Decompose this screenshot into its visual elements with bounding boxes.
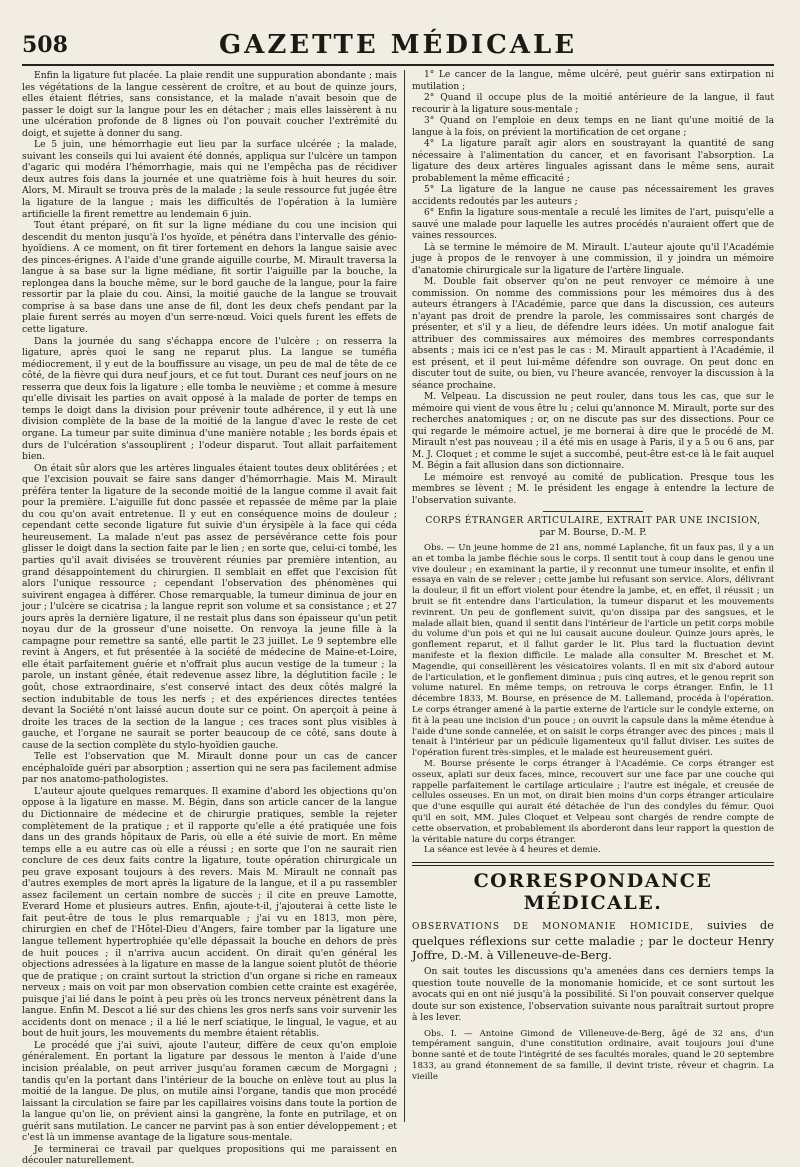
section-subtitle-caps: OBSERVATIONS DE MONOMANIE HOMICIDE, bbox=[412, 922, 695, 933]
intro-paragraph: On sait toutes les discussions qu'a amenées dans ces derniers temps la question toute nouvelle de la monomanie homicide, et ce sont surtout les avocats qui en ont nié jusqu'à la possibilité. Si l'on pouvait conserver quelque doute sur son existence, l'observation suivante nous paraîtrait surtout propre à les lever. bbox=[412, 967, 774, 1024]
paragraph: L'auteur ajoute quelques remarques. Il examine d'abord les objections qu'on oppose à la ligature en masse. M. Bégin, dans son article cancer de la langue du Dictionnaire de médecine et de chirurgie pratiques, semble la rejeter complètement de la pratique ; et il rapporte qu'elle a été pratiquée une fois dans un des grands hôpitaux de Paris, où elle a été suivie de mort. En même temps elle a eu autre cas où elle a réussi ; en sorte que l'on ne saurait rien conclure de ces deux faits contre la ligature, toute opération chirurgicale un peu grave exposant toujours à des revers. Mais M. Mirault ne connaît pas d'autres exemples de mort après la ligature de la langue, et il a pu rassembler assez facilement un certain nombre de succès ; il cite en preuve Lamotte, Everard Home et plusieurs autres. Enfin, ajoute-t-il, j'ajouterai à cette liste le fait peut-être de tous le plus remarquable ; j'ai vu en 1813, mon père, chirurgien en chef de l'Hôtel-Dieu d'Angers, faire tomber par la ligature une langue tellement hypertrophiée qu'elle dépassait la bouche en dehors de près de huit pouces ; il n'arriva aucun accident. On dirait qu'en général les objections adressées à la ligature en masse de la langue soient plutôt de théorie que de pratique ; on craint surtout la striction d'un organe si riche en rameaux nerveux ; mais on voit par mon observation combien cette crainte est exagérée, puisque j'ai lié dans le point à peu près où les troncs nerveux pénètrent dans la langue. Enfin M. Descot a lié sur des chiens les gros nerfs sans voir survenir les accidents dont on menace ; il a lié le nerf sciatique, le lingual, le vague, et au bout de huit jours, les mouvements du membre étaient rétablis. bbox=[22, 785, 397, 1040]
separator-rule bbox=[543, 511, 643, 512]
proposition: 5° La ligature de la langue ne cause pas nécessairement les graves accidents redoutés par les auteurs ; bbox=[412, 185, 774, 207]
paragraph: Tout étant préparé, on fit sur la ligne médiane du cou une incision qui descendit du menton jusqu'à l'os hyoïde, et pénétra dans l'intervalle des génio-hyoïdiens. A ce moment, on fit tirer fortement en dehors la langue saisie avec des pinces-érignes. A l'aide d'une grande aiguille courbe, M. Mirault traversa la langue à sa base sur la ligne médiane, fit sortir l'aiguille par la bouche, la replongea dans la bouche même, sur le bord gauche de la langue, pour la faire ressortir par la plaie du cou. Ainsi, la moitié gauche de la langue se trouvait comprise à sa base dans une anse de fil, dont les deux chefs pendant par la plaie furent serrés au moyen d'un serre-nœud. Voici quels furent les effets de cette ligature. bbox=[22, 220, 397, 336]
paragraph: Je terminerai ce travail par quelques propositions qui me paraissent en découler naturellement. bbox=[22, 1143, 397, 1167]
paragraph: Le 5 juin, une hémorrhagie eut lieu par la surface ulcérée ; la malade, suivant les conseils qui lui avaient été donnés, appliqua sur l'ulcère un tampon d'agaric qui modéra l'hémorrhagie, mais qui ne l'empêcha pas de récidiver deux autres fois dans la journée et une quatrième fois à huit heures du soir. Alors, M. Mirault se trouva près de la malade ; la seule ressource fut jugée être la ligature de la langue ; mais les difficultés de l'opération à la lumière artificielle la firent remettre au lendemain 6 juin. bbox=[22, 139, 397, 220]
paragraph: Le mémoire est renvoyé au comité de publication. Presque tous les membres se lèvent ; M. le président les engage à entendre la lecture de l'observation suivante. bbox=[412, 472, 774, 506]
journal-title: GAZETTE MÉDICALE bbox=[218, 30, 578, 60]
proposition: 4° La ligature paraît agir alors en soustrayant la quantité de sang nécessaire à l'alimentation du cancer, et en favorisant l'absorption. La ligature des deux artères linguales agissant dans le même sens, aurait probablement la même efficacité ; bbox=[412, 139, 774, 184]
paragraph: M. Double fait observer qu'on ne peut renvoyer ce mémoire à une commission. On nomme des commissions pour les mémoires dus à des auteurs étrangers à l'Académie, parce que dans la discussion, ces auteurs n'ayant pas droit de prendre la parole, les commissaires sont chargés de présenter, et s'il y a lieu, de défendre leurs idées. Un motif analogue fait attribuer des commissaires aux mémoires des membres correspondants absents ; mais ici ce n'est pas le cas : M. Mirault appartient à l'Académie, il est présent, et il peut lui-même défendre son ouvrage. On peut donc en discuter tout de suite, ou bien, vu l'heure avancée, renvoyer la discussion à la séance prochaine. bbox=[412, 277, 774, 391]
paragraph: Obs. I. — Antoine Gimond de Villeneuve-de-Berg, âgé de 32 ans, d'un tempérament sanguin, d'une constitution ordinaire, avait toujours joui d'une bonne santé et de toute l'intégrité de ses facultés morales, quand le 20 septembre 1833, au grand étonnement de sa famille, il devint triste, rêveur et chagrin. La vieille bbox=[412, 1028, 774, 1082]
section-subtitle-rest: suivies de quelques réflexions sur cette maladie ; par le docteur Henry Joffre, D.-M. à Villeneuve-de-Berg. bbox=[412, 918, 774, 963]
page-header bbox=[22, 28, 774, 68]
left-column bbox=[22, 70, 397, 1167]
observation-author: par M. Bourse, D.-M. P. bbox=[539, 527, 647, 538]
paragraph: Dans la journée du sang s'échappa encore de l'ulcère ; on resserra la ligature, après quoi le sang ne reparut plus. La langue se tuméfia médiocrement, il y eut de la bouffissure au visage, un peu de mal de tête de ce côté, de la fièvre qui dura neuf jours, et ce fut tout. Durant ces neuf jours on ne resserra que deux fois la ligature ; elle tomba le neuvième ; et comme à mesure qu'elle divisait les parties on avait opposé à la malade de porter de temps en temps le doigt dans la division pour prévenir toute adhérence, il y eut là une division complète de la base de la moitié de la langue d'avec le reste de cet organe. La tumeur par suite diminua d'une manière notable ; les bords épais et durs de l'ulcération s'assouplirent ; l'odeur disparut. Tout allait parfaitement bien. bbox=[22, 335, 397, 463]
page-number: 508 bbox=[22, 32, 68, 58]
paragraph: La séance est levée à 4 heures et demie. bbox=[424, 845, 601, 856]
paragraph: M. Bourse présente le corps étranger à l'Académie. Ce corps étranger est osseux, aplati sur deux faces, mince, recouvert sur une face par une couche qui rappelle parfaitement le cartilage articulaire ; l'autre est inégale, et creusée de cellules osseuses. En un mot, on dirait bien moins d'un corps étranger articulaire que d'une esquille qui aurait été détachée de l'un des condyles du fémur. Quoi qu'il en soit, MM. Jules Cloquet et Velpeau sont chargés de rendre compte de cette observation, et probablement ils aborderont dans leur rapport la question de la véritable nature du corps étranger. bbox=[412, 758, 774, 845]
paragraph: Obs. — Un jeune homme de 21 ans, nommé Laplanche, fit un faux pas, il y a un an et tomba la jambe fléchie sous le corps. Il sentit tout à coup dans le genou une vive douleur ; en examinant la partie, il y reconnut une tumeur insolite, et enfin il essaya en vain de se relever ; cette jambe lui refusant son service. Alors, délivrant la douleur, il fit un effort violent pour étendre la jambe, et, en effet, il réussit ; un bruit se fit entendre dans l'articulation, la tumeur disparut et les mouvements revinrent. Un peu de gonflement suivit, qu'on dissipa par des sangsues, et le malade allait bien, quand il sentit dans l'intérieur de l'article un petit corps mobile du volume d'un pois et qui ne lui causait aucune douleur. Quinze jours après, le gonflement reparut, et il fallut garder le lit. Plus tard la fluctuation devint manifeste et la flexion difficile. Le malade alla consulter M. Breschet et M. Magendie, qui conseillèrent les vésicatoires volants. Il en mit six d'abord autour de l'articulation, et le gonflement diminua ; puis cinq autres, et le genou reprit son volume naturel. En même temps, on retrouva le corps étranger. Enfin, le 11 décembre 1833, M. Bourse, en présence de M. Lallemand, procéda à l'opération. Le corps étranger amené à la partie externe de l'article sur le condyle externe, on fit à la peau une incision d'un pouce ; on ouvrit la capsule dans la même étendue à l'aide d'une sonde cannelée, et on saisit le corps étranger avec des pinces ; mais il tenait à l'intérieur par un pédicule ligamenteux qu'il fallut diviser. Les suites de l'opération furent très-simples, et le malade est heureusement guéri. bbox=[412, 543, 774, 759]
right-column bbox=[412, 70, 774, 1122]
proposition: 3° Quand on l'emploie en deux temps en ne liant qu'une moitié de la langue à la fois, on prévient la mortification de cet organe ; bbox=[412, 116, 774, 138]
column-divider bbox=[404, 70, 405, 1122]
proposition: 6° Enfin la ligature sous-mentale a reculé les limites de l'art, puisqu'elle a sauvé une malade pour laquelle les autres procédés n'auraient offert que de vaines ressources. bbox=[412, 208, 774, 241]
proposition: 2° Quand il occupe plus de la moitié antérieure de la langue, il faut recourir à la ligature sous-mentale ; bbox=[412, 93, 774, 115]
paragraph: M. Velpeau. La discussion ne peut rouler, dans tous les cas, que sur le mémoire qui vient de vous être lu ; celui qu'annonce M. Mirault, porte sur des recherches anatomiques ; or, on ne discute pas sur des dissections. Pour ce qui regarde le mémoire actuel, je me bornerai à dire que le procédé de M. Mirault n'est pas nouveau ; il a été mis en usage à Paris, il y a 5 ou 6 ans, par M. J. Cloquet ; et comme le sujet a succombé, peut-être est-ce là le fait auquel M. Bégin a fait allusion dans son dictionnaire. bbox=[412, 392, 774, 471]
paragraph: Telle est l'observation que M. Mirault donne pour un cas de cancer encéphaloïde guéri par absorption ; assertion qui ne sera pas facilement admise par nos anatomo-pathologistes. bbox=[22, 751, 397, 786]
section-rule bbox=[412, 862, 774, 863]
section-title: CORRESPONDANCE MÉDICALE. bbox=[473, 870, 713, 915]
paragraph: On était sûr alors que les artères linguales étaient toutes deux oblitérées ; et que l'excision pouvait se faire sans danger d'hémorrhagie. Mais M. Mirault préféra tenter la ligature de la seconde moitié de la langue comme il avait fait pour la première. L'aiguille fut donc passée et repassée de même par la plaie du cou qu'on avait entretenue. Il y eut en conséquence moins de douleur ; cependant cette seconde ligature fut suivie d'un érysipèle à la face qui céda heureusement. La malade n'eut pas assez de persévérance cette fois pour glisser le doigt dans la section faite par le lien ; en sorte que, celui-ci tombé, les parties qu'il avait divisées se trouvèrent réunies par première intention, au grand désappointement du chirurgien. Il semblait en effet que l'excision fût alors l'unique ressource ; cependant l'observation des phénomènes qui suivirent engagea à différer. Chose remarquable, la tumeur diminua de jour en jour ; l'ulcère se cicatrisa ; la langue reprit son volume et sa consistance ; et 27 jours après la dernière ligature, il ne restait plus dans son épaisseur qu'un petit noyau dur de la grosseur d'une noisette. On renvoya la jeune fille à la campagne pour remettre sa santé, elle partit le 23 juillet. Le 9 septembre elle revint à Angers, et fut présentée à la société de médecine de Maine-et-Loire, elle était parfaitement guérie et n'offrait plus aucun vestige de la tumeur ; la parole, un instant gênée, était redevenue assez libre, la déglutition facile ; le goût, chose extraordinaire, s'est conservé intact des deux côtés malgré la section indubitable de tous les nerfs ; et des expériences directes tentées devant la Société n'ont laissé aucun doute sur ce point. On aperçoit à peine à droite les traces de la section de la langue ; ces traces sont plus visibles à gauche, et l'organe ne saurait se porter beaucoup de ce côté, sans doute à cause de la section complète du stylo-hyoïdien gauche. bbox=[22, 462, 397, 751]
proposition: 1° Le cancer de la langue, même ulcéré, peut guérir sans extirpation ni mutilation ; bbox=[412, 70, 774, 92]
section-subtitle bbox=[412, 918, 774, 962]
paragraph: Là se termine le mémoire de M. Mirault. L'auteur ajoute qu'il l'Académie juge à propos de le renvoyer à une commission, il y joindra un mémoire d'anatomie chirurgicale sur la ligature de l'artère linguale. bbox=[412, 242, 774, 276]
paragraph: Enfin la ligature fut placée. La plaie rendit une suppuration abondante ; mais les végétations de la langue cessèrent de croître, et au bout de quinze jours, elles étaient flétries, sans consistance, et la malade n'avait besoin que de passer le doigt sur la langue pour les en détacher ; mais elles laissèrent à nu une ulcération profonde de 8 lignes où l'on pouvait coucher l'extrémité du doigt, et sujette à donner du sang. bbox=[22, 70, 397, 139]
paragraph: Le procédé que j'ai suivi, ajoute l'auteur, diffère de ceux qu'on emploie généralement. En portant la ligature par dessous le menton à l'aide d'une incision préalable, on peut arriver jusqu'au foramen cæcum de Morgagni ; tandis qu'en la portant dans l'intérieur de la bouche on enlève tout au plus la moitié de la langue. De plus, on mutile ainsi l'organe, tandis que mon procédé laissant la circulation se faire par les capillaires voisins dans toute la portion de la langue qu'on lie, on prévient ainsi la gangrène, la fonte en putrilage, et on guérit sans mutilation. Le cancer ne parvint pas à son entier développement ; et c'est là un immense avantage de la ligature sous-mentale. bbox=[22, 1039, 397, 1144]
section-rule bbox=[412, 865, 774, 866]
observation-title: CORPS ÉTRANGER ARTICULAIRE, EXTRAIT PAR UNE INCISION, bbox=[425, 516, 761, 526]
header-rule bbox=[22, 64, 774, 66]
